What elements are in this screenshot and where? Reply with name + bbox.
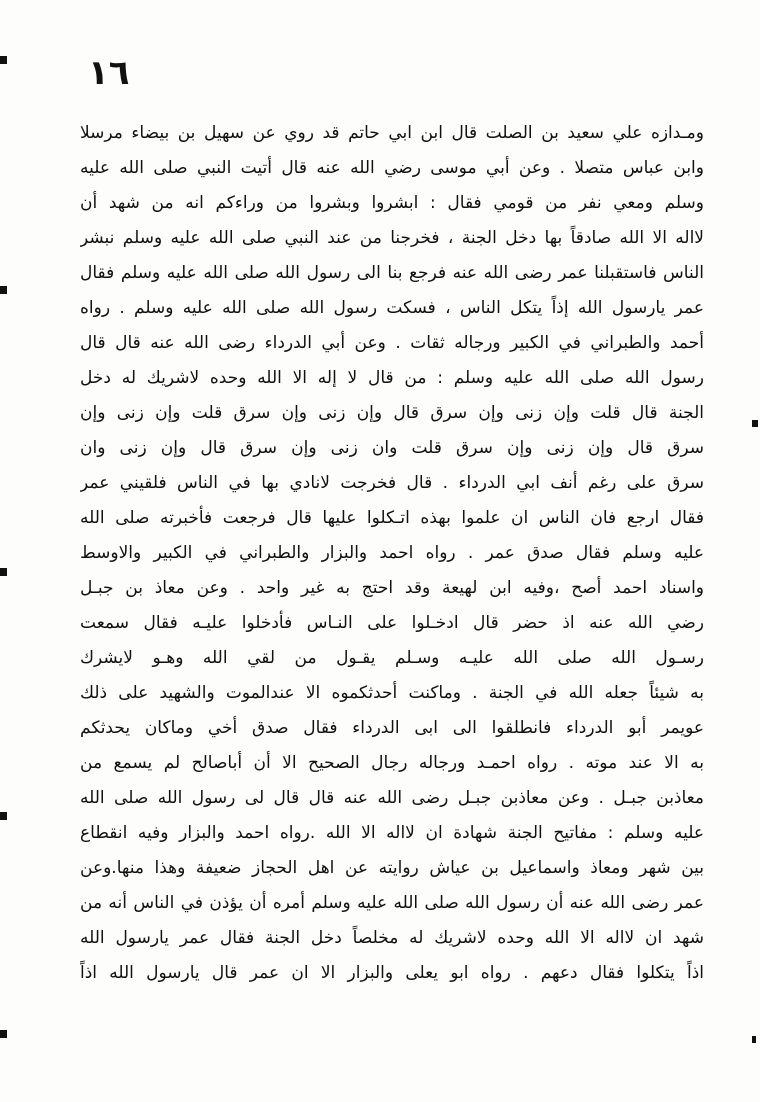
text-line: رسول الله صلى الله عليه وسلم : من قال لا إله الا الله وحده لاشريك له دخل — [80, 368, 704, 388]
scan-mark — [752, 1036, 756, 1043]
text-line: وسلم ومعي نفر من قومي فقال : ابشروا وبشروا من وراءكم انه من شهد أن — [80, 193, 704, 213]
text-line: معاذبن جبـل . وعن معاذبن جبـل رضى الله عنه قال قال لى رسول الله صلى الله — [80, 788, 704, 808]
page-number: ١٦ — [88, 53, 130, 93]
text-line: عويمر أبو الدرداء فانطلقوا الى ابى الدرداء فقال صدق أخي وماكان يحدثكم — [80, 718, 704, 738]
text-line: الجنة قال قلت وإن زنى وإن سرق قال وإن زنى وإن سرق قلت وإن زنى وإن — [80, 403, 704, 423]
text-line: به الا عند موته . رواه احمـد ورجاله رجال الصحيح الا أن أباصالح لم يسمع من — [80, 753, 704, 773]
scan-mark — [0, 812, 7, 820]
scan-mark — [0, 1030, 7, 1038]
text-line: عليه وسلم : مفاتيح الجنة شهادة ان لااله الا الله .رواه احمد والبزار وفيه انقطاع — [80, 823, 704, 843]
text-line: عليه وسلم فقال صدق عمر . رواه احمد والبزار والطبراني في الكبير والاوسط — [80, 543, 704, 563]
text-line: عمر يارسول الله إذاً يتكل الناس ، فسكت رسول الله صلى الله عليه وسلم . رواه — [80, 298, 704, 318]
text-line: عمر رضى الله عنه أن رسول الله صلى الله عليه وسلم أمره أن يؤذن في الناس أنه من — [80, 893, 704, 913]
scan-mark — [752, 420, 758, 427]
text-line: ومـدازه علي سعيد بن الصلت قال ابن ابي حاتم قد روي عن سهيل بن بيضاء مرسلا — [80, 123, 704, 143]
body-text — [80, 116, 704, 991]
text-line: الناس فاستقبلنا عمر رضى الله عنه فرجع بنا الى رسول الله صلى الله عليه وسلم فقال — [80, 263, 704, 283]
text-line: سرق على رغم أنف ابي الدرداء . قال فخرجت لانادي بها في الناس فلقيني عمر — [80, 473, 704, 493]
text-line: اذاً يتكلوا فقال دعهم . رواه ابو يعلى والبزار الا ان عمر قال يارسول الله اذاً — [80, 963, 704, 983]
text-line: فقال ارجع فان الناس ان علموا بهذه اتـكلوا عليها قال فرجعت فأخبرته صلى الله — [80, 508, 704, 528]
text-line: رضي الله عنه اذ حضر قال ادخـلوا على النـاس فأدخلوا عليـه فقال سمعت — [80, 613, 704, 633]
text-line: لااله الا الله صادقاً بها دخل الجنة ، فخرجنا من عند النبي صلى الله عليه وسلم نبشر — [80, 228, 704, 248]
text-line: واسناد احمد أصح ،وفيه ابن لهيعة وقد احتج به غير واحد . وعن معاذ بن جبـل — [80, 578, 704, 598]
text-line: سرق قال وإن زنى وإن سرق قلت وان زنى وإن سرق قال وإن زنى وان — [80, 438, 704, 458]
scan-mark — [0, 56, 7, 64]
text-line: وابن عباس متصلا . وعن أبي موسى رضي الله عنه قال أتيت النبي صلى الله عليه — [80, 158, 704, 178]
scan-mark — [0, 568, 7, 576]
text-line: أحمد والطبراني في الكبير ورجاله ثقات . وعن أبي الدرداء رضى الله عنه قال قال — [80, 333, 704, 353]
text-line: شهد ان لااله الا الله وحده لاشريك له مخلصاً دخل الجنة فقال عمر يارسول الله — [80, 928, 704, 948]
text-line: به شيئاً جعله الله في الجنة . وماكنت أحدثكموه الا عندالموت والشهيد على ذلك — [80, 683, 704, 703]
scan-mark — [0, 286, 7, 294]
text-line: رسـول الله صلى الله عليـه وسـلم يقـول من لقي الله وهـو لايشرك — [80, 648, 704, 668]
text-line: بين شهر ومعاذ واسماعيل بن عياش روايته عن اهل الحجاز ضعيفة وهذا منها.وعن — [80, 858, 704, 878]
